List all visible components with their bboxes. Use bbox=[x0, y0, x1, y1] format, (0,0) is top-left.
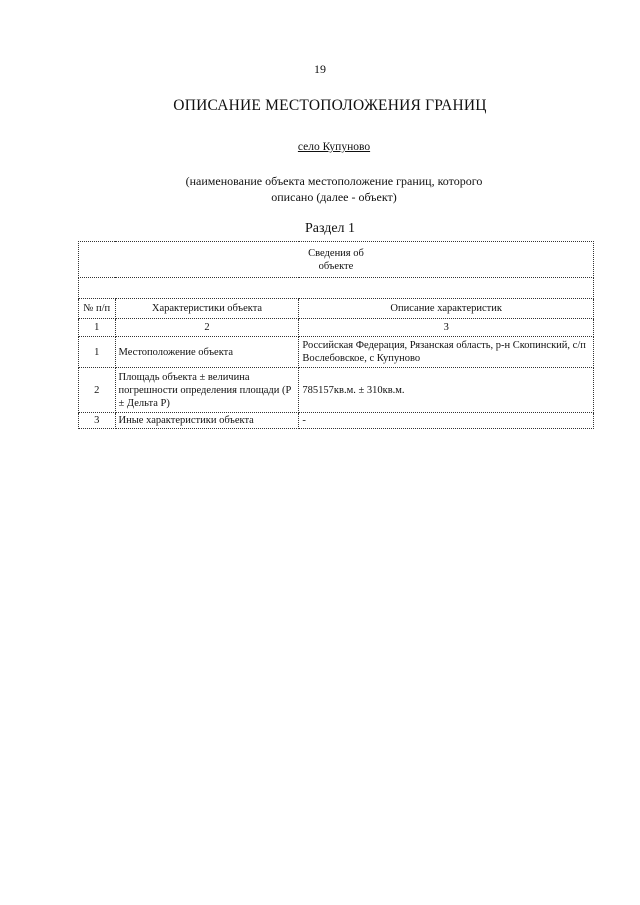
settlement-name-text: село Купуново bbox=[297, 141, 371, 153]
section-title: Раздел 1 bbox=[304, 221, 356, 236]
column-number-1: 1 bbox=[79, 319, 116, 337]
column-header-num: № п/п bbox=[79, 299, 116, 319]
table-row bbox=[79, 413, 594, 429]
table-block-header bbox=[79, 242, 594, 278]
table-block-header-text: Сведения об объекте bbox=[308, 247, 364, 272]
row-description: - bbox=[299, 413, 594, 429]
row-description: 785157кв.м. ± 310кв.м. bbox=[299, 368, 594, 413]
column-number-3: 3 bbox=[299, 319, 594, 337]
caption-line-1: (наименование объекта местоположение границ, которого bbox=[185, 174, 483, 188]
row-description: Российская Федерация, Рязанская область, р-н Скопинский, с/п Вослебовское, с Купуново bbox=[299, 337, 594, 368]
row-characteristic: Иные характеристики объекта bbox=[115, 413, 299, 429]
table-row bbox=[79, 337, 594, 368]
row-characteristic: Площадь объекта ± величина погрешности определения площади (P ± Дельта P) bbox=[115, 368, 299, 413]
table-row bbox=[79, 368, 594, 413]
row-number: 3 bbox=[79, 413, 116, 429]
table-column-number-row bbox=[79, 319, 594, 337]
table-block-header-row bbox=[79, 242, 594, 278]
page-number: 19 bbox=[314, 62, 326, 76]
column-number-2: 2 bbox=[115, 319, 299, 337]
table-empty-cell bbox=[79, 278, 594, 299]
row-number: 2 bbox=[79, 368, 116, 413]
object-info-table bbox=[78, 241, 594, 429]
table-column-header-row bbox=[79, 299, 594, 319]
document-title: ОПИСАНИЕ МЕСТОПОЛОЖЕНИЯ ГРАНИЦ bbox=[173, 97, 487, 114]
table-empty-row bbox=[79, 278, 594, 299]
row-characteristic: Местоположение объекта bbox=[115, 337, 299, 368]
caption-line-2: описано (далее - объект) bbox=[271, 190, 397, 204]
column-header-characteristic: Характеристики объекта bbox=[115, 299, 299, 319]
title-caption bbox=[0, 173, 640, 205]
settlement-name bbox=[0, 141, 640, 153]
row-number: 1 bbox=[79, 337, 116, 368]
column-header-description: Описание характеристик bbox=[299, 299, 594, 319]
